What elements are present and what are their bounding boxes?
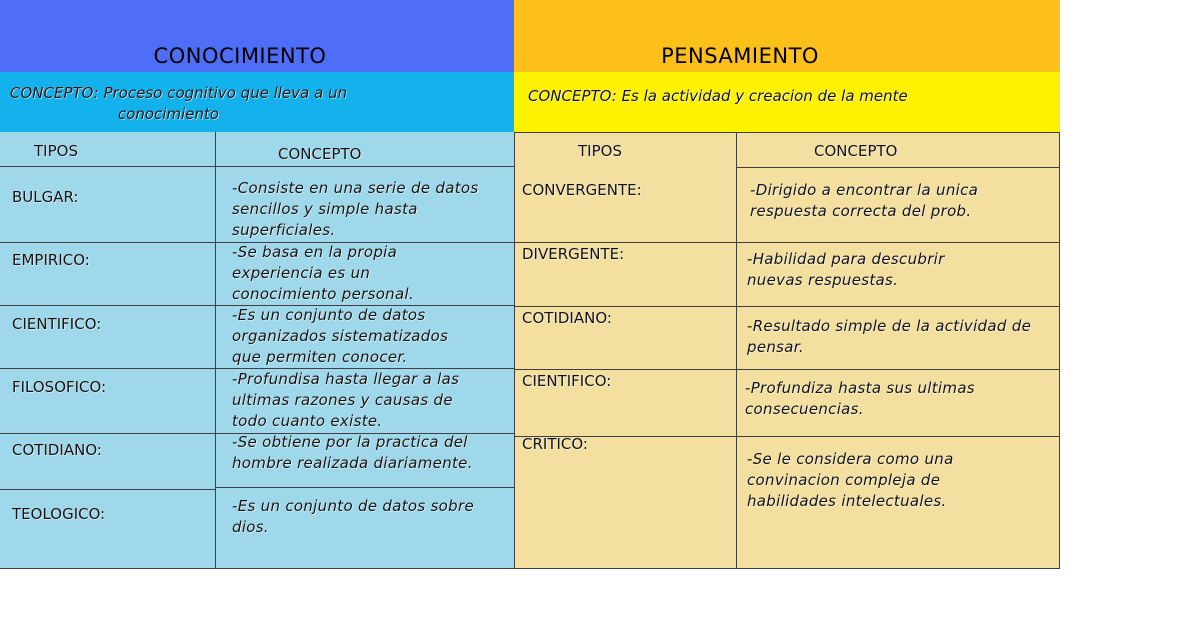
divider bbox=[0, 166, 215, 167]
divider bbox=[215, 487, 514, 488]
divider bbox=[514, 436, 1060, 437]
pensamiento-type-divergente: DIVERGENTE: bbox=[522, 245, 625, 263]
pensamiento-desc-critico: -Se le considera como una convinacion compleja de habilidades intelectuales. bbox=[747, 450, 954, 510]
conocimiento-concept-bar bbox=[0, 72, 514, 132]
divider bbox=[514, 568, 1060, 569]
divider bbox=[514, 242, 1060, 243]
pensamiento-type-critico: CRITICO: bbox=[522, 435, 588, 453]
pensamiento-type-convergente: CONVERGENTE: bbox=[522, 181, 642, 199]
conocimiento-title: CONOCIMIENTO bbox=[153, 44, 327, 68]
conocimiento-col-types: TIPOS bbox=[34, 142, 78, 160]
divider bbox=[736, 167, 1060, 168]
conocimiento-desc-filosofico: -Profundisa hasta llegar a las ultimas razones y causas de todo cuanto existe. bbox=[232, 370, 460, 430]
conocimiento-concept-line2: conocimiento bbox=[118, 105, 220, 123]
divider bbox=[736, 132, 737, 569]
conocimiento-type-filosofico: FILOSOFICO: bbox=[12, 378, 107, 396]
divider bbox=[1059, 132, 1060, 569]
pensamiento-title: PENSAMIENTO bbox=[661, 44, 819, 68]
pensamiento-col-concept: CONCEPTO bbox=[814, 142, 898, 160]
divider bbox=[0, 489, 215, 490]
divider bbox=[215, 166, 514, 167]
conocimiento-type-empirico: EMPIRICO: bbox=[12, 251, 90, 269]
pensamiento-desc-cotidiano: -Resultado simple de la actividad de pensar. bbox=[747, 317, 1032, 356]
divider bbox=[514, 306, 1060, 307]
divider bbox=[0, 568, 514, 569]
conocimiento-type-teologico: TEOLOGICO: bbox=[12, 505, 106, 523]
conocimiento-type-cientifico: CIENTIFICO: bbox=[12, 315, 102, 333]
divider bbox=[215, 132, 216, 569]
conocimiento-desc-cotidiano: -Se obtiene por la practica del hombre realizada diariamente. bbox=[232, 433, 473, 472]
pensamiento-type-cientifico: CIENTIFICO: bbox=[522, 372, 612, 390]
pensamiento-type-cotidiano: COTIDIANO: bbox=[522, 309, 612, 327]
conocimiento-desc-cientifico: -Es un conjunto de datos organizados sistematizados que permiten conocer. bbox=[232, 306, 449, 366]
pensamiento-concept: CONCEPTO: Es la actividad y creacion de la mente bbox=[528, 87, 908, 105]
pensamiento-desc-convergente: -Dirigido a encontrar la unica respuesta correcta del prob. bbox=[750, 181, 979, 220]
pensamiento-desc-divergente: -Habilidad para descubrir nuevas respuestas. bbox=[747, 250, 945, 289]
conocimiento-type-bulgar: BULGAR: bbox=[12, 188, 79, 206]
conocimiento-concept-line1: CONCEPTO: Proceso cognitivo que lleva a un bbox=[10, 84, 348, 102]
conocimiento-desc-teologico: -Es un conjunto de datos sobre dios. bbox=[232, 497, 474, 536]
divider bbox=[514, 132, 515, 569]
divider bbox=[514, 369, 1060, 370]
conocimiento-col-concept: CONCEPTO bbox=[278, 145, 362, 163]
divider bbox=[514, 132, 1060, 133]
conocimiento-desc-bulgar: -Consiste en una serie de datos sencillos y simple hasta superficiales. bbox=[232, 179, 479, 239]
conocimiento-type-cotidiano: COTIDIANO: bbox=[12, 441, 102, 459]
conocimiento-desc-empirico: -Se basa en la propia experiencia es un conocimiento personal. bbox=[232, 243, 415, 303]
pensamiento-desc-cientifico: -Profundiza hasta sus ultimas consecuencias. bbox=[745, 379, 975, 418]
pensamiento-col-types: TIPOS bbox=[578, 142, 622, 160]
